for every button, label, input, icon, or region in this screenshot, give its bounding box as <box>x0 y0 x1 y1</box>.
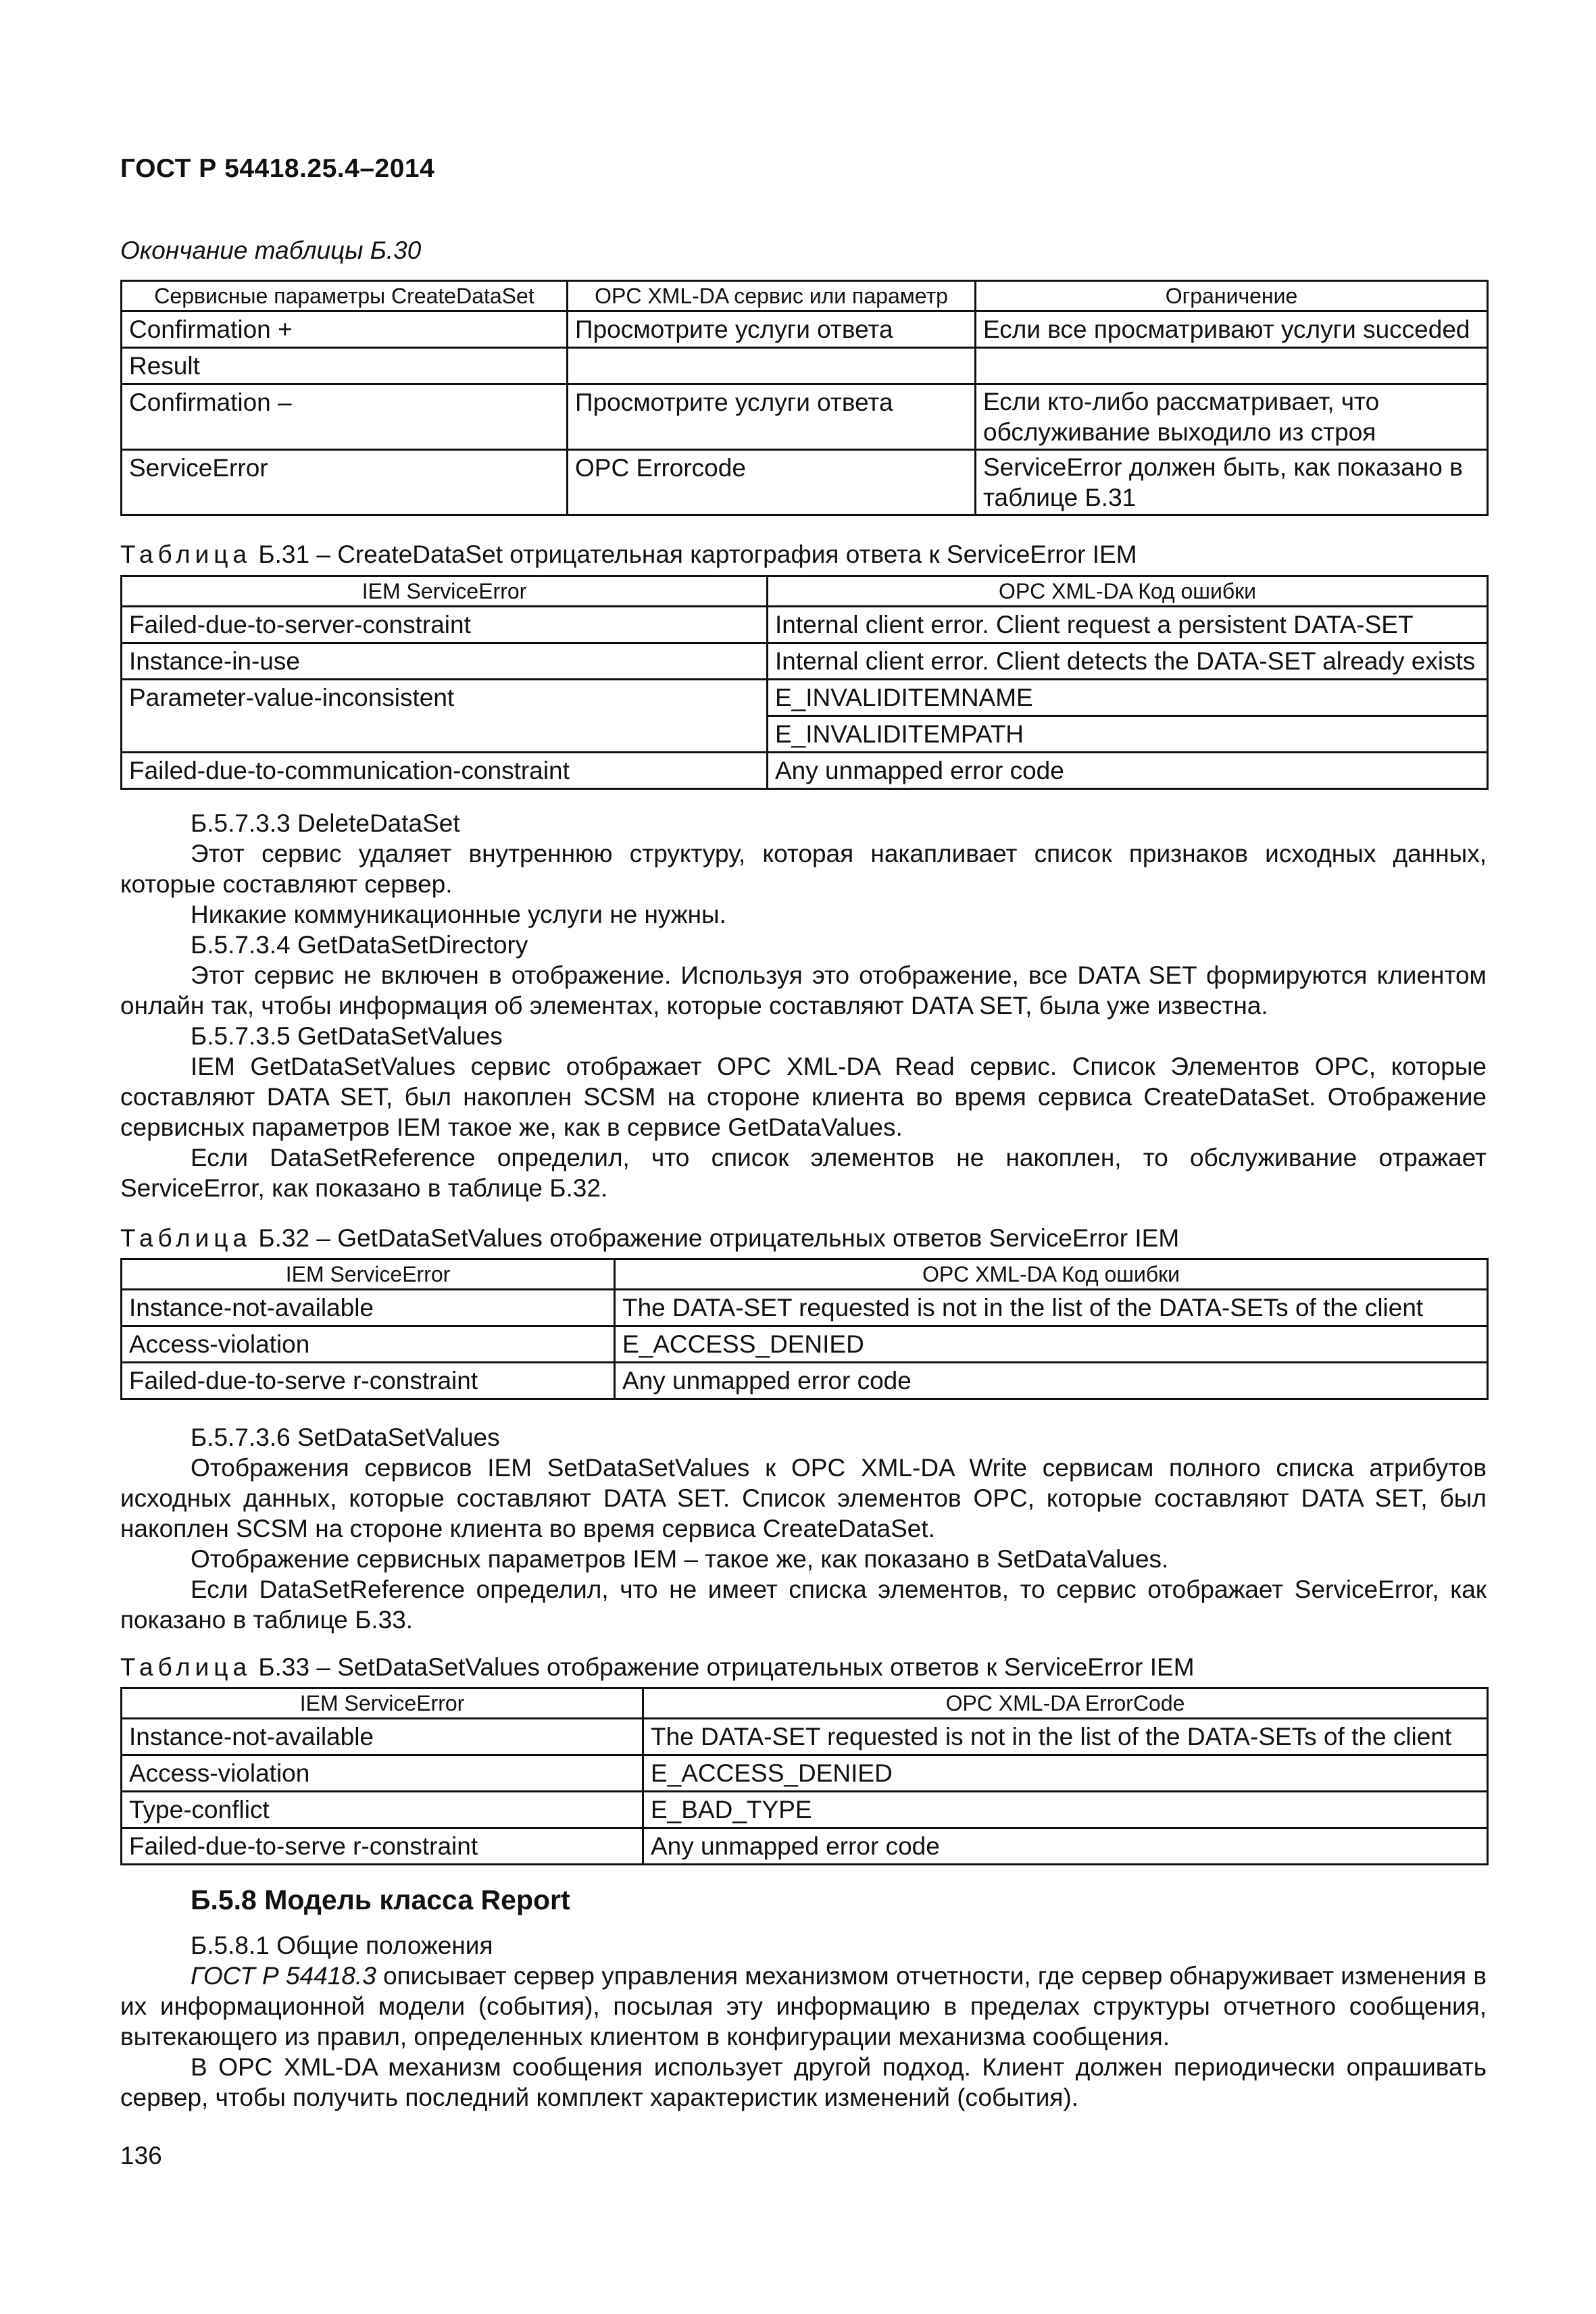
table-row <box>122 1792 1488 1828</box>
column-header: IEM ServiceError <box>122 1688 643 1719</box>
caption-text: Б.32 – GetDataSetValues отображение отрицательных ответов ServiceError IEM <box>251 1224 1180 1252</box>
table-cell: Failed-due-to-server-constraint <box>122 607 768 643</box>
table-cell: Просмотрите услуги ответа <box>568 384 976 450</box>
paragraph: Если DataSetReference определил, что не имеет списка элементов, то сервис отображает ServiceError, как показано в таблице Б.33. <box>120 1576 1487 1634</box>
table-row <box>122 311 1488 348</box>
table-row <box>122 1828 1488 1865</box>
table-b31-caption <box>120 540 1137 569</box>
table-row <box>122 680 1488 716</box>
table-row <box>122 1363 1488 1399</box>
section-title: Б.5.7.3.4 GetDataSetDirectory <box>191 931 528 959</box>
caption-text: Б.33 – SetDataSetValues отображение отрицательных ответов к ServiceError IEM <box>251 1653 1195 1681</box>
table-header-row <box>122 576 1488 607</box>
column-header: Ограничение <box>976 281 1488 311</box>
column-header: OPC XML-DA Код ошибки <box>615 1259 1488 1290</box>
table-cell: Parameter-value-inconsistent <box>122 680 768 753</box>
paragraph-text: описывает сервер управления механизмом отчетности, где сервер обнаруживает изменения в их информационной модели (события), посылая эту информацию в пределах структуры отчетного сообщения, вытекающего из правил, определенных клиентом в конфигурации механизма сообщения. <box>120 1962 1487 2051</box>
table-header-row <box>122 281 1488 311</box>
table-b33 <box>120 1687 1489 1865</box>
table-header-row <box>122 1259 1488 1290</box>
document-header: ГОСТ Р 54418.25.4–2014 <box>120 154 435 183</box>
table-cell: Result <box>122 348 568 384</box>
paragraph: Этот сервис удаляет внутреннюю структуру, которая накапливает список признаков исходных данных, которые составляют сервер. <box>120 840 1487 898</box>
section-title: Б.5.7.3.3 DeleteDataSet <box>191 809 460 837</box>
column-header: OPC XML-DA сервис или параметр <box>568 281 976 311</box>
table-cell: Internal client error. Client detects the DATA-SET already exists <box>768 643 1488 680</box>
table-row <box>122 607 1488 643</box>
table-cell: Internal client error. Client request a persistent DATA-SET <box>768 607 1488 643</box>
caption-prefix: Таблица <box>120 1653 252 1681</box>
table-cell <box>976 348 1488 384</box>
table-cell: Access-violation <box>122 1326 615 1363</box>
table-cell: E_ACCESS_DENIED <box>643 1755 1488 1792</box>
table-b32 <box>120 1258 1489 1400</box>
table-cell: The DATA-SET requested is not in the list of the DATA-SETs of the client <box>643 1719 1488 1755</box>
paragraph: Отображения сервисов IEM SetDataSetValues к OPC XML-DA Write сервисам полного списка атрибутов исходных данных, которые составляют DATA SET. Список элементов OPC, которые составляют DATA SET, был накоплен SCSM на стороне клиента во время сервиса CreateDataSet. <box>120 1454 1487 1542</box>
paragraph: IEM GetDataSetValues сервис отображает OPC XML-DA Read сервис. Список Элементов OPC, которые составляют DATA SET, был накоплен SCSM на стороне клиента во время сервиса CreateDataSet. Отображение сервисных параметров IEM такое же, как в сервисе GetDataValues. <box>120 1053 1487 1141</box>
paragraph: Отображение сервисных параметров IEM – такое же, как показано в SetDataValues. <box>191 1545 1169 1573</box>
table-cell: E_INVALIDITEMPATH <box>768 716 1488 753</box>
page-number: 136 <box>120 2142 162 2169</box>
table-cell: Просмотрите услуги ответа <box>568 311 976 348</box>
table-cell: Any unmapped error code <box>768 753 1488 789</box>
table-row <box>122 643 1488 680</box>
table-cell: Type-conflict <box>122 1792 643 1828</box>
table-cell: Если кто-либо рассматривает, что обслуживание выходило из строя <box>976 384 1488 450</box>
table-row <box>122 1326 1488 1363</box>
table-cell: Access-violation <box>122 1755 643 1792</box>
column-header: IEM ServiceError <box>122 1259 615 1290</box>
table-row <box>122 1755 1488 1792</box>
section-b5736 <box>120 1422 1487 1635</box>
table-row <box>122 348 1488 384</box>
table-cell: Instance-in-use <box>122 643 768 680</box>
paragraph: В OPC XML-DA механизм сообщения использует другой подход. Клиент должен периодически опрашивать сервер, чтобы получить последний комплект характеристик изменений (события). <box>120 2053 1487 2111</box>
table-cell: Failed-due-to-communication-constraint <box>122 753 768 789</box>
table-row <box>122 450 1488 515</box>
table-cell: E_BAD_TYPE <box>643 1792 1488 1828</box>
table-cell <box>568 348 976 384</box>
column-header: OPC XML-DA Код ошибки <box>768 576 1488 607</box>
table-b31 <box>120 575 1489 790</box>
caption-text: Б.31 – CreateDataSet отрицательная картография ответа к ServiceError IEM <box>251 540 1137 568</box>
paragraph: Этот сервис не включен в отображение. Используя это отображение, все DATA SET формируются клиентом онлайн так, чтобы информация об элементах, которые составляют DATA SET, была уже известна. <box>120 961 1487 1020</box>
table-cell: OPC Errorcode <box>568 450 976 515</box>
paragraph: Если DataSetReference определил, что список элементов не накоплен, то обслуживание отражает ServiceError, как показано в таблице Б.32. <box>120 1144 1487 1202</box>
standard-reference: ГОСТ Р 54418.3 <box>191 1962 376 1990</box>
table-row <box>122 1719 1488 1755</box>
section-heading: Б.5.8 Модель класса Report <box>191 1884 570 1915</box>
table-b33-caption <box>120 1653 1195 1682</box>
table-cell: ServiceError должен быть, как показано в таблице Б.31 <box>976 450 1488 515</box>
section-title: Б.5.7.3.6 SetDataSetValues <box>191 1424 500 1451</box>
column-header: OPC XML-DA ErrorCode <box>643 1688 1488 1719</box>
section-b58 <box>120 1885 1487 2113</box>
table-continuation-caption: Окончание таблицы Б.30 <box>120 236 422 264</box>
column-header: IEM ServiceError <box>122 576 768 607</box>
table-cell: ServiceError <box>122 450 568 515</box>
table-cell: Confirmation + <box>122 311 568 348</box>
table-cell: Confirmation – <box>122 384 568 450</box>
table-row <box>122 384 1488 450</box>
table-row <box>122 753 1488 789</box>
table-cell: Any unmapped error code <box>643 1828 1488 1865</box>
table-b30 <box>120 280 1489 516</box>
paragraph <box>120 1961 1487 2052</box>
caption-prefix: Таблица <box>120 1224 252 1252</box>
table-cell: E_INVALIDITEMNAME <box>768 680 1488 716</box>
table-cell: The DATA-SET requested is not in the list of the DATA-SETs of the client <box>615 1290 1488 1326</box>
table-cell: Instance-not-available <box>122 1719 643 1755</box>
section-title: Б.5.7.3.5 GetDataSetValues <box>191 1022 503 1050</box>
table-header-row <box>122 1688 1488 1719</box>
paragraph: Никакие коммуникационные услуги не нужны. <box>191 901 726 928</box>
column-header: Сервисные параметры CreateDataSet <box>122 281 568 311</box>
table-cell: Failed-due-to-serve r-constraint <box>122 1828 643 1865</box>
caption-prefix: Таблица <box>120 540 252 568</box>
section-b5733-5 <box>120 808 1487 1203</box>
section-title: Б.5.8.1 Общие положения <box>191 1932 493 1959</box>
table-cell: Failed-due-to-serve r-constraint <box>122 1363 615 1399</box>
table-cell: E_ACCESS_DENIED <box>615 1326 1488 1363</box>
table-cell: Any unmapped error code <box>615 1363 1488 1399</box>
table-row <box>122 1290 1488 1326</box>
table-cell: Если все просматривают услуги succeded <box>976 311 1488 348</box>
table-b32-caption <box>120 1224 1179 1253</box>
table-cell: Instance-not-available <box>122 1290 615 1326</box>
